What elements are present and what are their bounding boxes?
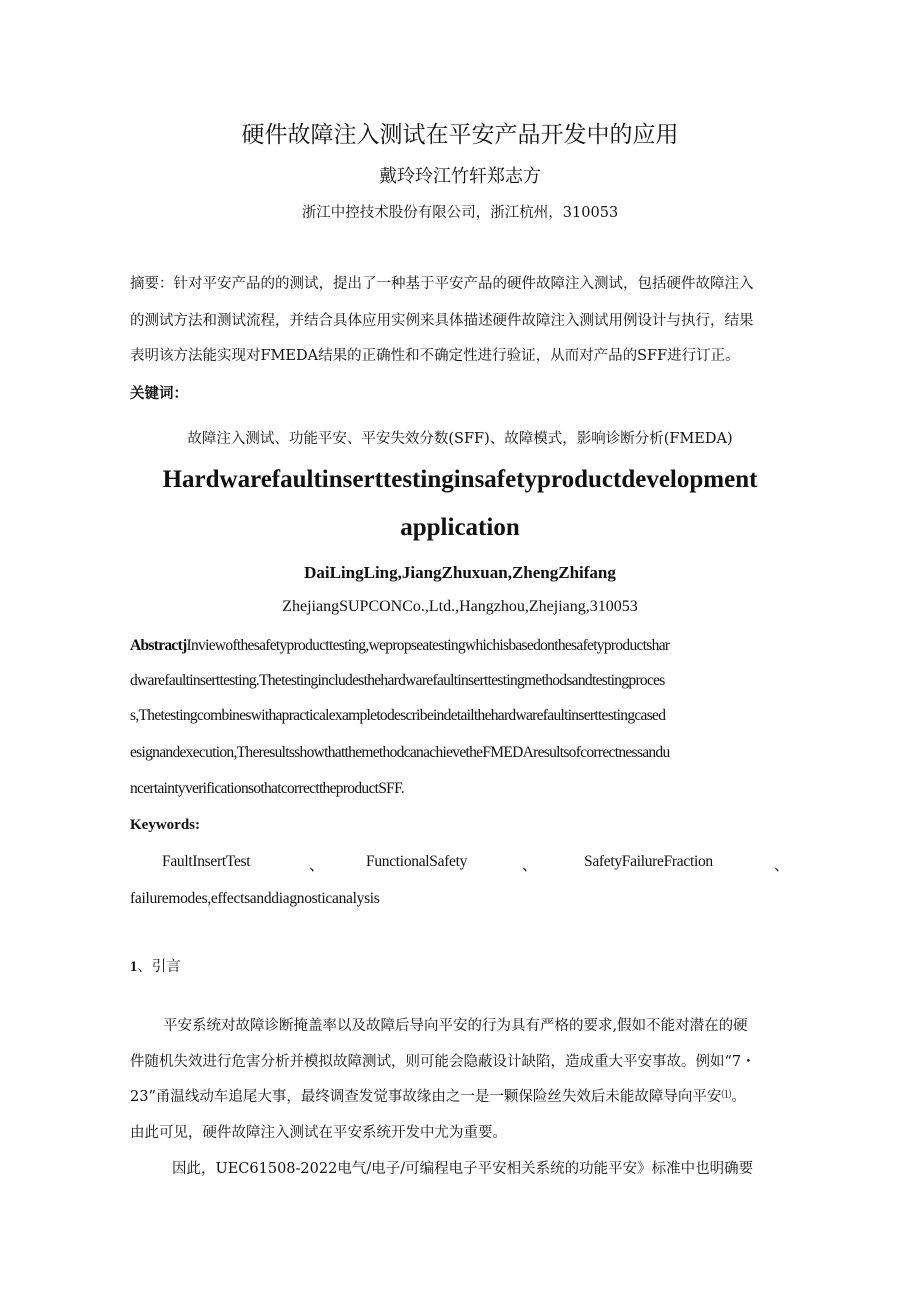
section-number: 1 [130,959,138,975]
english-abstract-line: s,Thetestingcombineswithapracticalexampletodescribeindetailthehardwarefaultinserttestingcased [130,707,666,724]
keyword-separator: 、 [522,857,538,874]
reference-marker: ⑴ [721,1090,732,1101]
body-text: 23”甬温线动车追尾大事，最终调查发觉事故缘由之一是一颗保险丝失效后未能故障导向平安 [130,1089,722,1105]
chinese-keywords: 故障注入测试、功能平安、平安失效分数(SFF)、故障模式，影响诊断分析(FMEDA) [187,431,733,447]
keyword-separator: 、 [774,857,790,874]
english-affiliation: ZhejiangSUPCONCo.,Ltd.,Hangzhou,Zhejiang,310053 [282,598,638,615]
keyword-separator: 、 [309,857,325,874]
english-abstract-line: esignandexecution,TheresultsshowthatthemethodcanachievetheFMEDAresultsofcorrectnessandu [130,744,670,761]
english-abstract-line: dwarefaultinserttesting.Thetestingincludesthehardwarefaultinserttestingmethodsandtestingproces [130,672,665,689]
english-abstract-label: Abstractj [130,637,187,654]
chinese-abstract-line: 的测试方法和测试流程，并结合具体应用实例来具体描述硬件故障注入测试用例设计与执行，结果 [130,313,754,329]
english-keywords-heading: Keywords: [130,817,200,833]
english-abstract-text: Inviewofthesafetyproducttesting,wepropseatestingwhichisbasedonthesafetyproductshar [186,637,670,654]
body-text-line [130,1085,746,1106]
section-heading [130,955,181,976]
english-keyword: SafetyFailureFraction [584,853,713,870]
english-abstract-line [130,637,669,655]
english-keyword: FaultInsertTest [162,853,251,870]
body-text-line: 因此，UEC61508-2022电气/电子/可编程电子平安相关系统的功能平安》标准中也明确要 [172,1161,754,1177]
english-title: Hardwarefaultinserttestinginsafetyproductdevelopment [162,466,758,493]
english-title-line2: application [400,514,520,541]
body-text: 。 [731,1089,746,1105]
chinese-title: 硬件故障注入测试在平安产品开发中的应用 [241,122,679,148]
english-keyword: FunctionalSafety [366,853,468,870]
section-title: 、引言 [137,959,181,975]
chinese-keywords-heading: 关键词： [130,385,188,402]
chinese-abstract-line: 摘要：针对平安产品的的测试，提出了一种基于平安产品的硬件故障注入测试，包括硬件故障注入 [130,276,754,292]
chinese-abstract-line: 表明该方法能实现对FMEDA结果的正确性和不确定性进行验证，从而对产品的SFF进行订正。 [130,348,740,364]
english-abstract-line: ncertaintyverificationsothatcorrecttheproductSFF. [130,780,404,797]
chinese-affiliation: 浙江中控技术股份有限公司，浙江杭州，310053 [301,205,619,221]
body-text-line: 平安系统对故障诊断掩盖率以及故障后导向平安的行为具有严格的要求,假如不能对潜在的硬 [163,1018,748,1034]
english-authors: DaiLingLing,JiangZhuxuan,ZhengZhifang [304,563,616,582]
chinese-authors: 戴玲玲江竹轩郑志方 [379,166,541,187]
body-text-line: 件随机失效进行危害分析并模拟故障测试，则可能会隐蔽设计缺陷，造成重大平安事故。例如“7・ [130,1054,756,1070]
body-text-line: 由此可见，硬件故障注入测试在平安系统开发中尤为重要。 [130,1125,507,1141]
english-keyword: failuremodes,effectsanddiagnosticanalysis [130,890,380,907]
